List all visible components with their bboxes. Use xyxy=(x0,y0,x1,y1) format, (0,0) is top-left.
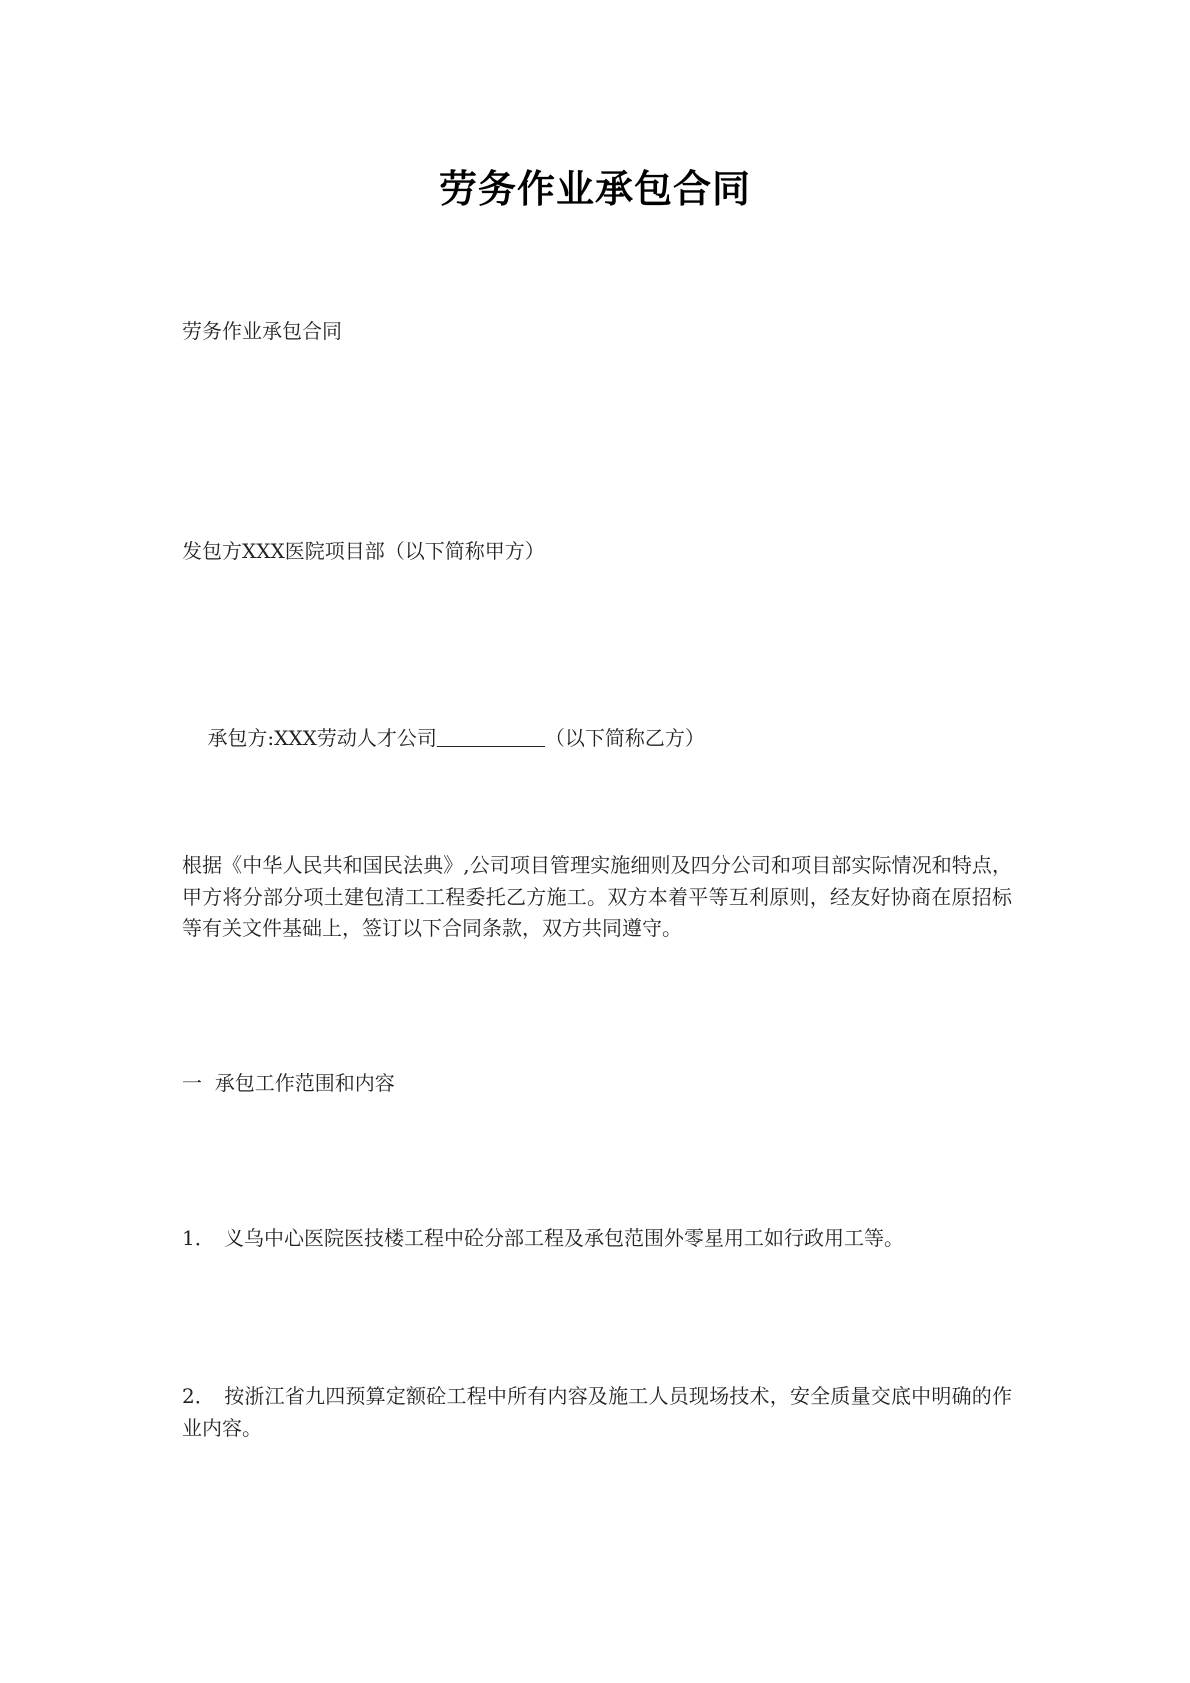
party-b-suffix: （以下简称乙方） xyxy=(544,726,705,750)
document-title: 劳务作业承包合同 xyxy=(438,167,751,211)
list-item xyxy=(182,1223,1012,1255)
party-b-prefix: 承包方:XXX劳动人才公司 xyxy=(207,726,437,750)
list-item xyxy=(182,1381,1012,1444)
document-subtitle: 劳务作业承包合同 xyxy=(182,319,342,343)
party-a-line: 发包方XXX医院项目部（以下简称甲方） xyxy=(182,539,545,563)
party-b-blank-field xyxy=(437,726,545,747)
section-heading: 一 承包工作范围和内容 xyxy=(182,1071,395,1095)
list-item-number: 2． xyxy=(182,1384,215,1408)
list-item-text: 义乌中心医院医技楼工程中砼分部工程及承包范围外零星用工如行政用工等。 xyxy=(224,1226,904,1250)
list-item-text: 按浙江省九四预算定额砼工程中所有内容及施工人员现场技术，安全质量交底中明确的作业内容。 xyxy=(182,1384,1012,1440)
party-b-line xyxy=(182,692,1012,785)
list-item-number: 1． xyxy=(182,1226,215,1250)
preamble-paragraph: 根据《中华人民共和国民法典》,公司项目管理实施细则及四分公司和项目部实际情况和特点，甲方将分部分项土建包清工工程委托乙方施工。双方本着平等互利原则，经友好协商在原招标等有关文件基础上，签订以下合同条款，双方共同遵守。 xyxy=(182,853,1012,940)
